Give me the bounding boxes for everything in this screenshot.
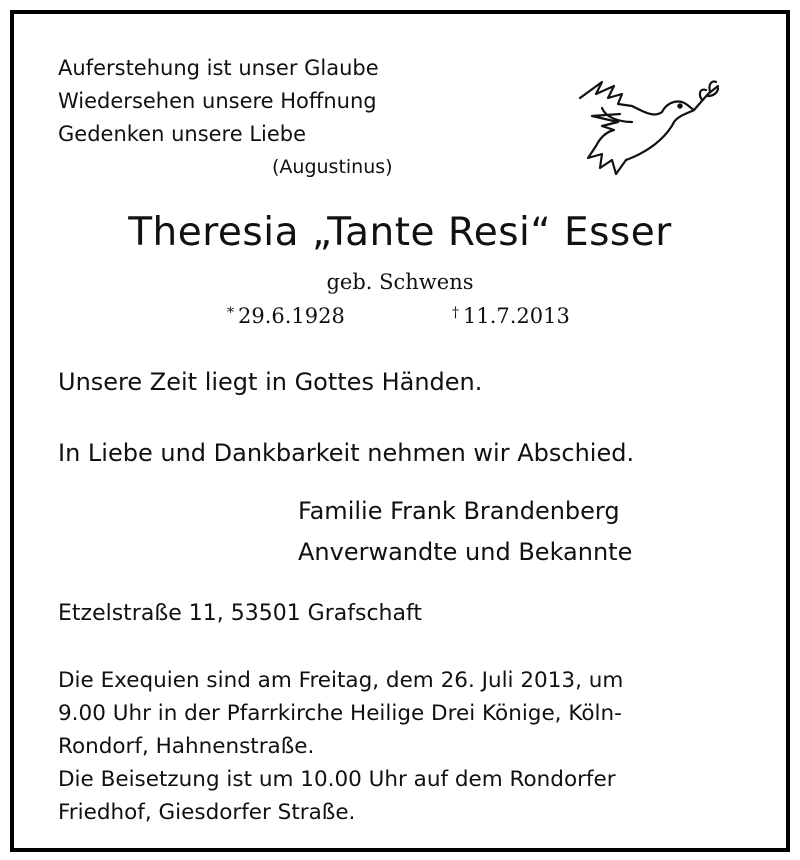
deceased-name: Theresia „Tante Resi“ Esser [128,210,672,255]
birth-name: geb. Schwens [326,270,474,294]
quote-line-3: Gedenken unsere Liebe [58,122,307,146]
birth-date [227,304,345,328]
address: Etzelstraße 11, 53501 Grafschaft [58,601,422,626]
cross-symbol: † [452,305,459,321]
verse-line: Unsere Zeit liegt in Gottes Händen. [58,368,483,396]
farewell-line: In Liebe und Dankbarkeit nehmen wir Abschied. [58,439,635,467]
obituary-frame [10,10,790,852]
quote-line-1: Auferstehung ist unser Glaube [58,56,379,80]
death-date [452,304,570,328]
death-date-value: 11.7.2013 [463,304,570,328]
quote-line-2: Wiedersehen unsere Hoffnung [58,89,377,113]
service-line: Friedhof, Giesdorfer Straße. [58,800,356,825]
quote-author: (Augustinus) [272,156,393,178]
service-line: Die Exequien sind am Freitag, dem 26. Juli 2013, um [58,668,624,693]
service-line: 9.00 Uhr in der Pfarrkirche Heilige Drei Könige, Köln- [58,701,622,726]
birth-star-symbol: * [227,305,234,321]
service-line: Die Beisetzung ist um 10.00 Uhr auf dem Rondorfer [58,767,616,792]
birth-date-value: 29.6.1928 [238,304,345,328]
mourner-relatives: Anverwandte und Bekannte [298,538,633,566]
service-line: Rondorf, Hahnenstraße. [58,734,315,759]
service-info [58,664,623,829]
mourner-family: Familie Frank Brandenberg [298,497,620,525]
dove-with-olive-branch-icon [562,60,722,180]
